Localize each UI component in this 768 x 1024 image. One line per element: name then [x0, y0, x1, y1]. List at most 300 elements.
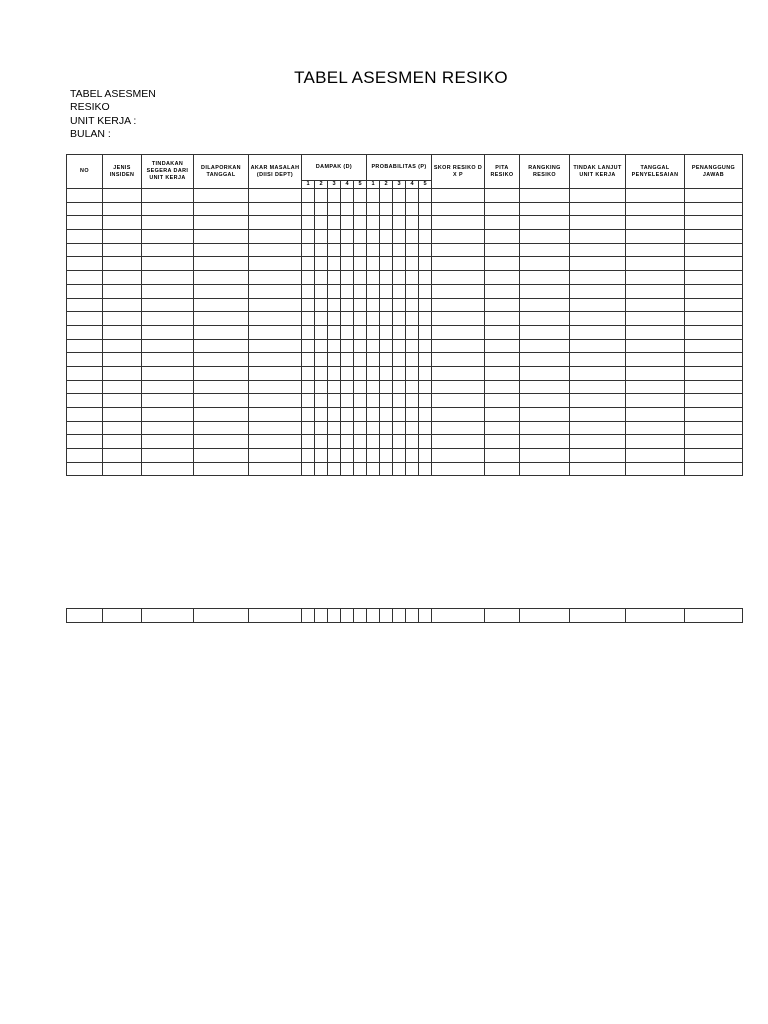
- table-cell[interactable]: [315, 189, 328, 203]
- table-cell[interactable]: [393, 380, 406, 394]
- table-cell[interactable]: [354, 408, 367, 422]
- table-cell[interactable]: [103, 609, 142, 623]
- table-cell[interactable]: [194, 408, 249, 422]
- table-cell[interactable]: [432, 366, 485, 380]
- table-cell[interactable]: [142, 339, 194, 353]
- table-cell[interactable]: [249, 202, 302, 216]
- table-cell[interactable]: [302, 243, 315, 257]
- table-cell[interactable]: [685, 189, 743, 203]
- table-cell[interactable]: [367, 421, 380, 435]
- table-cell[interactable]: [685, 257, 743, 271]
- table-cell[interactable]: [194, 380, 249, 394]
- table-cell[interactable]: [432, 298, 485, 312]
- table-cell[interactable]: [103, 298, 142, 312]
- table-cell[interactable]: [485, 366, 520, 380]
- table-cell[interactable]: [367, 230, 380, 244]
- table-cell[interactable]: [367, 435, 380, 449]
- table-cell[interactable]: [194, 609, 249, 623]
- table-cell[interactable]: [432, 421, 485, 435]
- table-cell[interactable]: [249, 366, 302, 380]
- table-cell[interactable]: [626, 271, 685, 285]
- table-cell[interactable]: [432, 312, 485, 326]
- table-cell[interactable]: [328, 271, 341, 285]
- table-cell[interactable]: [520, 216, 570, 230]
- table-cell[interactable]: [142, 435, 194, 449]
- table-cell[interactable]: [328, 312, 341, 326]
- table-cell[interactable]: [685, 380, 743, 394]
- table-cell[interactable]: [302, 189, 315, 203]
- table-cell[interactable]: [194, 298, 249, 312]
- table-cell[interactable]: [570, 394, 626, 408]
- table-cell[interactable]: [249, 435, 302, 449]
- table-cell[interactable]: [626, 449, 685, 463]
- table-cell[interactable]: [194, 271, 249, 285]
- table-cell[interactable]: [341, 380, 354, 394]
- table-cell[interactable]: [341, 298, 354, 312]
- table-cell[interactable]: [406, 462, 419, 476]
- table-cell[interactable]: [419, 339, 432, 353]
- table-cell[interactable]: [328, 609, 341, 623]
- table-cell[interactable]: [315, 462, 328, 476]
- table-cell[interactable]: [315, 353, 328, 367]
- table-cell[interactable]: [341, 421, 354, 435]
- table-cell[interactable]: [142, 230, 194, 244]
- table-cell[interactable]: [432, 394, 485, 408]
- table-cell[interactable]: [406, 394, 419, 408]
- table-cell[interactable]: [570, 462, 626, 476]
- table-cell[interactable]: [367, 298, 380, 312]
- table-cell[interactable]: [485, 408, 520, 422]
- table-cell[interactable]: [485, 435, 520, 449]
- table-cell[interactable]: [432, 216, 485, 230]
- table-cell[interactable]: [419, 216, 432, 230]
- table-cell[interactable]: [341, 339, 354, 353]
- table-cell[interactable]: [419, 257, 432, 271]
- table-cell[interactable]: [367, 449, 380, 463]
- table-cell[interactable]: [626, 339, 685, 353]
- table-cell[interactable]: [393, 271, 406, 285]
- table-cell[interactable]: [142, 380, 194, 394]
- table-cell[interactable]: [103, 230, 142, 244]
- table-cell[interactable]: [328, 408, 341, 422]
- table-cell[interactable]: [432, 609, 485, 623]
- table-cell[interactable]: [67, 230, 103, 244]
- table-cell[interactable]: [328, 449, 341, 463]
- table-cell[interactable]: [67, 394, 103, 408]
- table-cell[interactable]: [328, 380, 341, 394]
- table-cell[interactable]: [685, 230, 743, 244]
- table-cell[interactable]: [67, 271, 103, 285]
- table-cell[interactable]: [406, 408, 419, 422]
- table-cell[interactable]: [570, 353, 626, 367]
- table-cell[interactable]: [406, 216, 419, 230]
- table-cell[interactable]: [194, 216, 249, 230]
- table-cell[interactable]: [685, 339, 743, 353]
- table-cell[interactable]: [142, 243, 194, 257]
- table-cell[interactable]: [315, 312, 328, 326]
- table-cell[interactable]: [315, 609, 328, 623]
- table-cell[interactable]: [520, 366, 570, 380]
- table-cell[interactable]: [194, 339, 249, 353]
- table-cell[interactable]: [406, 312, 419, 326]
- table-cell[interactable]: [406, 298, 419, 312]
- table-cell[interactable]: [570, 325, 626, 339]
- table-cell[interactable]: [419, 408, 432, 422]
- table-cell[interactable]: [302, 325, 315, 339]
- table-cell[interactable]: [328, 189, 341, 203]
- table-cell[interactable]: [142, 353, 194, 367]
- table-cell[interactable]: [419, 421, 432, 435]
- table-cell[interactable]: [432, 462, 485, 476]
- table-cell[interactable]: [520, 312, 570, 326]
- table-cell[interactable]: [354, 366, 367, 380]
- table-cell[interactable]: [393, 449, 406, 463]
- table-cell[interactable]: [485, 202, 520, 216]
- table-cell[interactable]: [485, 449, 520, 463]
- table-cell[interactable]: [406, 284, 419, 298]
- table-cell[interactable]: [341, 462, 354, 476]
- table-cell[interactable]: [432, 353, 485, 367]
- table-cell[interactable]: [419, 243, 432, 257]
- table-cell[interactable]: [302, 421, 315, 435]
- table-cell[interactable]: [685, 421, 743, 435]
- table-cell[interactable]: [626, 325, 685, 339]
- table-cell[interactable]: [328, 230, 341, 244]
- table-cell[interactable]: [367, 284, 380, 298]
- table-cell[interactable]: [249, 325, 302, 339]
- table-cell[interactable]: [103, 366, 142, 380]
- table-cell[interactable]: [328, 243, 341, 257]
- table-cell[interactable]: [328, 257, 341, 271]
- table-cell[interactable]: [249, 353, 302, 367]
- table-cell[interactable]: [67, 421, 103, 435]
- table-cell[interactable]: [380, 380, 393, 394]
- table-cell[interactable]: [341, 284, 354, 298]
- table-cell[interactable]: [570, 312, 626, 326]
- table-cell[interactable]: [341, 408, 354, 422]
- table-cell[interactable]: [194, 421, 249, 435]
- table-cell[interactable]: [367, 216, 380, 230]
- table-cell[interactable]: [315, 449, 328, 463]
- table-cell[interactable]: [67, 449, 103, 463]
- table-cell[interactable]: [103, 243, 142, 257]
- table-cell[interactable]: [626, 257, 685, 271]
- table-cell[interactable]: [432, 271, 485, 285]
- table-cell[interactable]: [570, 202, 626, 216]
- table-cell[interactable]: [380, 421, 393, 435]
- table-cell[interactable]: [419, 230, 432, 244]
- table-cell[interactable]: [315, 216, 328, 230]
- table-cell[interactable]: [626, 284, 685, 298]
- table-cell[interactable]: [103, 353, 142, 367]
- table-cell[interactable]: [194, 284, 249, 298]
- table-cell[interactable]: [103, 325, 142, 339]
- table-cell[interactable]: [341, 189, 354, 203]
- table-cell[interactable]: [249, 408, 302, 422]
- table-cell[interactable]: [341, 243, 354, 257]
- table-cell[interactable]: [67, 353, 103, 367]
- table-cell[interactable]: [419, 353, 432, 367]
- table-cell[interactable]: [626, 609, 685, 623]
- table-cell[interactable]: [367, 312, 380, 326]
- table-cell[interactable]: [315, 325, 328, 339]
- table-cell[interactable]: [626, 435, 685, 449]
- table-cell[interactable]: [380, 284, 393, 298]
- table-cell[interactable]: [570, 408, 626, 422]
- table-cell[interactable]: [380, 202, 393, 216]
- table-cell[interactable]: [393, 366, 406, 380]
- table-cell[interactable]: [367, 189, 380, 203]
- table-cell[interactable]: [626, 202, 685, 216]
- table-cell[interactable]: [315, 230, 328, 244]
- table-cell[interactable]: [354, 243, 367, 257]
- table-cell[interactable]: [354, 257, 367, 271]
- table-cell[interactable]: [419, 271, 432, 285]
- table-cell[interactable]: [380, 449, 393, 463]
- table-cell[interactable]: [485, 353, 520, 367]
- table-cell[interactable]: [406, 202, 419, 216]
- table-cell[interactable]: [328, 298, 341, 312]
- table-cell[interactable]: [626, 353, 685, 367]
- table-cell[interactable]: [685, 284, 743, 298]
- table-cell[interactable]: [419, 380, 432, 394]
- table-cell[interactable]: [485, 230, 520, 244]
- table-cell[interactable]: [520, 421, 570, 435]
- table-cell[interactable]: [626, 462, 685, 476]
- table-cell[interactable]: [432, 230, 485, 244]
- table-cell[interactable]: [626, 189, 685, 203]
- table-cell[interactable]: [520, 257, 570, 271]
- table-cell[interactable]: [685, 271, 743, 285]
- table-cell[interactable]: [380, 353, 393, 367]
- table-cell[interactable]: [626, 243, 685, 257]
- table-cell[interactable]: [485, 609, 520, 623]
- table-cell[interactable]: [315, 380, 328, 394]
- table-cell[interactable]: [315, 271, 328, 285]
- table-cell[interactable]: [249, 339, 302, 353]
- table-cell[interactable]: [485, 284, 520, 298]
- table-cell[interactable]: [393, 394, 406, 408]
- table-cell[interactable]: [302, 339, 315, 353]
- table-cell[interactable]: [142, 298, 194, 312]
- table-cell[interactable]: [380, 435, 393, 449]
- table-cell[interactable]: [249, 257, 302, 271]
- table-cell[interactable]: [315, 257, 328, 271]
- table-cell[interactable]: [142, 216, 194, 230]
- table-cell[interactable]: [341, 449, 354, 463]
- table-cell[interactable]: [685, 243, 743, 257]
- table-cell[interactable]: [354, 462, 367, 476]
- table-cell[interactable]: [142, 449, 194, 463]
- table-cell[interactable]: [249, 271, 302, 285]
- table-cell[interactable]: [194, 435, 249, 449]
- table-cell[interactable]: [419, 325, 432, 339]
- table-cell[interactable]: [194, 189, 249, 203]
- table-cell[interactable]: [406, 353, 419, 367]
- table-cell[interactable]: [328, 339, 341, 353]
- table-cell[interactable]: [393, 243, 406, 257]
- table-cell[interactable]: [142, 394, 194, 408]
- table-cell[interactable]: [485, 394, 520, 408]
- table-cell[interactable]: [302, 284, 315, 298]
- table-cell[interactable]: [485, 462, 520, 476]
- table-cell[interactable]: [520, 609, 570, 623]
- table-cell[interactable]: [380, 408, 393, 422]
- table-cell[interactable]: [67, 339, 103, 353]
- table-cell[interactable]: [393, 435, 406, 449]
- table-cell[interactable]: [249, 609, 302, 623]
- table-cell[interactable]: [393, 312, 406, 326]
- table-cell[interactable]: [103, 216, 142, 230]
- table-cell[interactable]: [341, 353, 354, 367]
- table-cell[interactable]: [354, 189, 367, 203]
- table-cell[interactable]: [194, 257, 249, 271]
- table-cell[interactable]: [406, 325, 419, 339]
- table-cell[interactable]: [419, 394, 432, 408]
- table-cell[interactable]: [103, 421, 142, 435]
- table-cell[interactable]: [520, 271, 570, 285]
- table-cell[interactable]: [393, 408, 406, 422]
- table-cell[interactable]: [626, 408, 685, 422]
- table-cell[interactable]: [249, 189, 302, 203]
- table-cell[interactable]: [570, 189, 626, 203]
- table-cell[interactable]: [520, 243, 570, 257]
- table-cell[interactable]: [485, 257, 520, 271]
- table-cell[interactable]: [367, 271, 380, 285]
- table-cell[interactable]: [302, 257, 315, 271]
- table-cell[interactable]: [520, 353, 570, 367]
- table-cell[interactable]: [520, 462, 570, 476]
- table-cell[interactable]: [520, 230, 570, 244]
- table-cell[interactable]: [194, 243, 249, 257]
- table-cell[interactable]: [302, 353, 315, 367]
- table-cell[interactable]: [67, 189, 103, 203]
- table-cell[interactable]: [315, 435, 328, 449]
- table-cell[interactable]: [67, 380, 103, 394]
- table-cell[interactable]: [302, 298, 315, 312]
- table-cell[interactable]: [380, 312, 393, 326]
- table-cell[interactable]: [419, 298, 432, 312]
- table-cell[interactable]: [367, 257, 380, 271]
- table-cell[interactable]: [341, 312, 354, 326]
- table-cell[interactable]: [485, 243, 520, 257]
- table-cell[interactable]: [315, 284, 328, 298]
- table-cell[interactable]: [67, 298, 103, 312]
- table-cell[interactable]: [367, 394, 380, 408]
- table-cell[interactable]: [328, 462, 341, 476]
- table-cell[interactable]: [142, 202, 194, 216]
- table-cell[interactable]: [367, 609, 380, 623]
- table-cell[interactable]: [194, 366, 249, 380]
- table-cell[interactable]: [406, 243, 419, 257]
- table-cell[interactable]: [67, 202, 103, 216]
- table-cell[interactable]: [432, 257, 485, 271]
- table-cell[interactable]: [485, 380, 520, 394]
- table-cell[interactable]: [380, 230, 393, 244]
- table-cell[interactable]: [432, 339, 485, 353]
- table-cell[interactable]: [520, 202, 570, 216]
- table-cell[interactable]: [194, 325, 249, 339]
- table-cell[interactable]: [302, 271, 315, 285]
- table-cell[interactable]: [393, 325, 406, 339]
- table-cell[interactable]: [685, 435, 743, 449]
- table-cell[interactable]: [685, 312, 743, 326]
- table-cell[interactable]: [341, 394, 354, 408]
- table-cell[interactable]: [103, 435, 142, 449]
- table-cell[interactable]: [393, 462, 406, 476]
- table-cell[interactable]: [432, 202, 485, 216]
- table-cell[interactable]: [302, 366, 315, 380]
- table-cell[interactable]: [354, 353, 367, 367]
- table-cell[interactable]: [354, 435, 367, 449]
- table-cell[interactable]: [302, 449, 315, 463]
- table-cell[interactable]: [302, 394, 315, 408]
- table-cell[interactable]: [570, 257, 626, 271]
- table-cell[interactable]: [380, 609, 393, 623]
- table-cell[interactable]: [380, 366, 393, 380]
- table-cell[interactable]: [406, 609, 419, 623]
- table-cell[interactable]: [393, 284, 406, 298]
- table-cell[interactable]: [354, 298, 367, 312]
- table-cell[interactable]: [67, 284, 103, 298]
- table-cell[interactable]: [194, 394, 249, 408]
- table-cell[interactable]: [432, 435, 485, 449]
- table-cell[interactable]: [328, 202, 341, 216]
- table-cell[interactable]: [194, 462, 249, 476]
- table-cell[interactable]: [380, 325, 393, 339]
- table-cell[interactable]: [315, 421, 328, 435]
- table-cell[interactable]: [103, 339, 142, 353]
- table-cell[interactable]: [485, 339, 520, 353]
- table-cell[interactable]: [485, 421, 520, 435]
- table-cell[interactable]: [315, 298, 328, 312]
- table-cell[interactable]: [302, 462, 315, 476]
- table-cell[interactable]: [249, 284, 302, 298]
- table-cell[interactable]: [393, 257, 406, 271]
- table-cell[interactable]: [380, 462, 393, 476]
- table-cell[interactable]: [103, 449, 142, 463]
- table-cell[interactable]: [685, 366, 743, 380]
- table-cell[interactable]: [328, 421, 341, 435]
- table-cell[interactable]: [393, 298, 406, 312]
- table-cell[interactable]: [685, 353, 743, 367]
- table-cell[interactable]: [302, 609, 315, 623]
- table-cell[interactable]: [367, 462, 380, 476]
- table-cell[interactable]: [103, 408, 142, 422]
- table-cell[interactable]: [67, 366, 103, 380]
- table-cell[interactable]: [315, 408, 328, 422]
- table-cell[interactable]: [393, 609, 406, 623]
- table-cell[interactable]: [570, 216, 626, 230]
- table-cell[interactable]: [419, 284, 432, 298]
- table-cell[interactable]: [570, 284, 626, 298]
- table-cell[interactable]: [419, 449, 432, 463]
- table-cell[interactable]: [485, 325, 520, 339]
- table-cell[interactable]: [341, 435, 354, 449]
- table-cell[interactable]: [406, 339, 419, 353]
- table-cell[interactable]: [520, 189, 570, 203]
- table-cell[interactable]: [142, 462, 194, 476]
- table-cell[interactable]: [328, 394, 341, 408]
- table-cell[interactable]: [354, 216, 367, 230]
- table-cell[interactable]: [103, 257, 142, 271]
- table-cell[interactable]: [406, 366, 419, 380]
- table-cell[interactable]: [626, 230, 685, 244]
- table-cell[interactable]: [380, 216, 393, 230]
- table-cell[interactable]: [249, 380, 302, 394]
- table-cell[interactable]: [685, 394, 743, 408]
- table-cell[interactable]: [520, 380, 570, 394]
